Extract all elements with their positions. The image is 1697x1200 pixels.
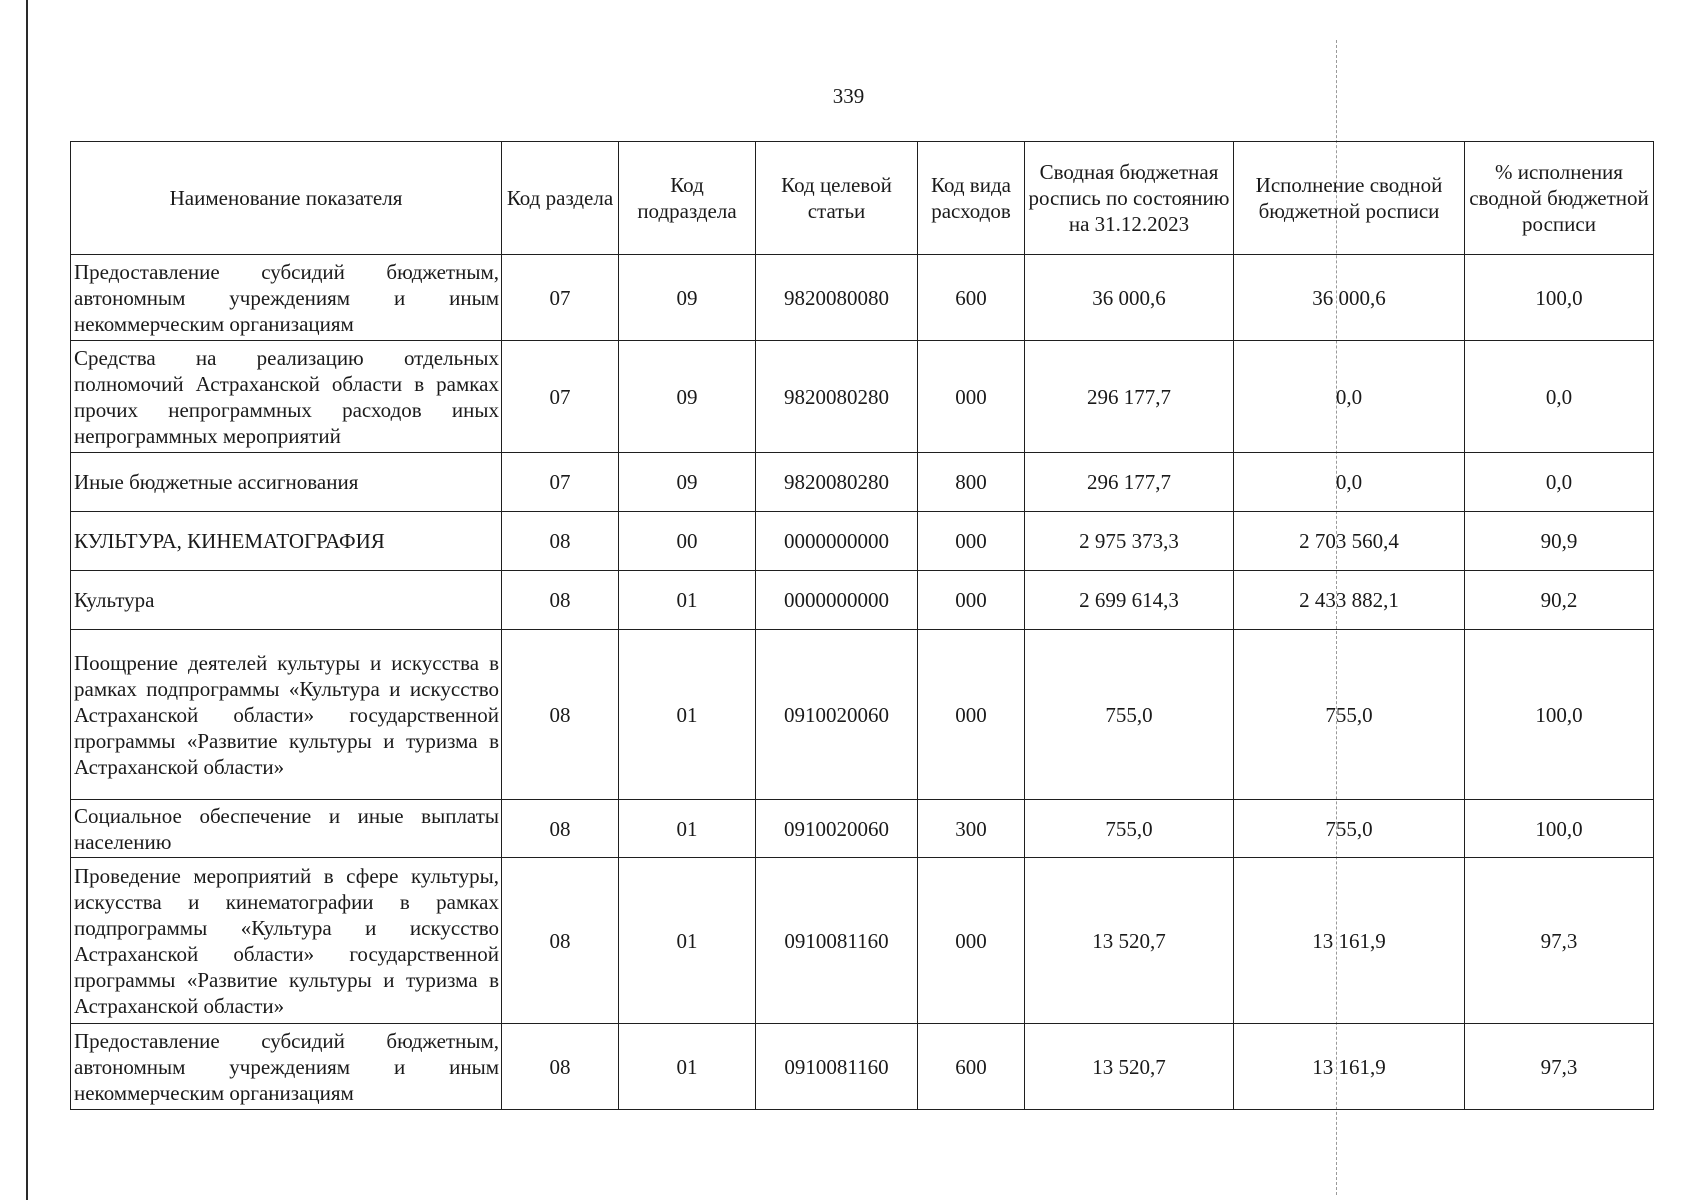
row-name: Иные бюджетные ассигнования [71,453,502,512]
row-section: 08 [502,858,619,1024]
row-kind: 000 [918,571,1025,630]
header-execution-percent: % исполнения сводной бюджетной росписи [1465,142,1654,255]
row-target: 9820080280 [756,453,918,512]
row-kind: 600 [918,255,1025,341]
row-target: 0000000000 [756,571,918,630]
row-target: 0000000000 [756,512,918,571]
row-target: 9820080080 [756,255,918,341]
row-percent: 100,0 [1465,800,1654,858]
row-name: Проведение мероприятий в сфере культуры, искусства и кинематографии в рамках подпрограммы «Культура и искусство Астраханской области» государственной программы «Развитие культуры и туризма в Астраханской области» [71,858,502,1024]
table-row [71,630,1654,800]
row-exec: 755,0 [1234,630,1465,800]
row-plan: 2 975 373,3 [1025,512,1234,571]
header-budget-execution: Исполнение сводной бюджетной росписи [1234,142,1465,255]
row-section: 07 [502,255,619,341]
row-target: 0910081160 [756,858,918,1024]
row-section: 08 [502,571,619,630]
row-exec: 755,0 [1234,800,1465,858]
row-subsection: 01 [619,1024,756,1110]
row-percent: 0,0 [1465,453,1654,512]
row-plan: 2 699 614,3 [1025,571,1234,630]
header-budget-plan: Сводная бюджетная роспись по состоянию на 31.12.2023 [1025,142,1234,255]
row-percent: 100,0 [1465,255,1654,341]
row-subsection: 00 [619,512,756,571]
row-plan: 755,0 [1025,630,1234,800]
row-percent: 97,3 [1465,1024,1654,1110]
row-exec: 13 161,9 [1234,858,1465,1024]
row-kind: 000 [918,858,1025,1024]
row-name: Средства на реализацию отдельных полномочий Астраханской области в рамках прочих непрограммных расходов иных непрограммных мероприятий [71,341,502,453]
row-percent: 97,3 [1465,858,1654,1024]
row-name: КУЛЬТУРА, КИНЕМАТОГРАФИЯ [71,512,502,571]
row-section: 08 [502,512,619,571]
table-row [71,858,1654,1024]
row-section: 08 [502,800,619,858]
row-subsection: 01 [619,571,756,630]
row-percent: 0,0 [1465,341,1654,453]
header-section-code: Код раздела [502,142,619,255]
margin-rule [26,0,28,1200]
header-expense-kind-code: Код вида расходов [918,142,1025,255]
row-subsection: 01 [619,858,756,1024]
row-plan: 36 000,6 [1025,255,1234,341]
page-number: 339 [832,84,865,108]
row-section: 07 [502,453,619,512]
row-kind: 800 [918,453,1025,512]
row-exec: 2 433 882,1 [1234,571,1465,630]
row-subsection: 01 [619,630,756,800]
row-target: 0910081160 [756,1024,918,1110]
row-kind: 300 [918,800,1025,858]
row-plan: 13 520,7 [1025,858,1234,1024]
row-name: Социальное обеспечение и иные выплаты населению [71,800,502,858]
row-plan: 296 177,7 [1025,453,1234,512]
table-row [71,1024,1654,1110]
row-target: 9820080280 [756,341,918,453]
row-exec: 13 161,9 [1234,1024,1465,1110]
row-subsection: 09 [619,255,756,341]
row-target: 0910020060 [756,800,918,858]
row-name: Предоставление субсидий бюджетным, автономным учреждениям и иным некоммерческим организациям [71,1024,502,1110]
table-row [71,453,1654,512]
row-name: Культура [71,571,502,630]
header-indicator-name: Наименование показателя [71,142,502,255]
row-exec: 36 000,6 [1234,255,1465,341]
table-row [71,512,1654,571]
budget-execution-table [70,141,1654,1110]
row-plan: 755,0 [1025,800,1234,858]
table-row [71,255,1654,341]
row-kind: 000 [918,512,1025,571]
row-kind: 000 [918,341,1025,453]
row-percent: 90,2 [1465,571,1654,630]
table-row [71,571,1654,630]
row-section: 08 [502,630,619,800]
row-name: Предоставление субсидий бюджетным, автономным учреждениям и иным некоммерческим организациям [71,255,502,341]
row-kind: 000 [918,630,1025,800]
row-percent: 90,9 [1465,512,1654,571]
row-name: Поощрение деятелей культуры и искусства в рамках подпрограммы «Культура и искусство Астраханской области» государственной программы «Развитие культуры и туризма в Астраханской области» [71,630,502,800]
row-exec: 2 703 560,4 [1234,512,1465,571]
header-subsection-code: Код подраздела [619,142,756,255]
table-row [71,800,1654,858]
row-subsection: 09 [619,341,756,453]
row-plan: 296 177,7 [1025,341,1234,453]
row-subsection: 09 [619,453,756,512]
row-percent: 100,0 [1465,630,1654,800]
header-target-code: Код целевой статьи [756,142,918,255]
row-kind: 600 [918,1024,1025,1110]
row-exec: 0,0 [1234,341,1465,453]
row-section: 07 [502,341,619,453]
row-subsection: 01 [619,800,756,858]
row-target: 0910020060 [756,630,918,800]
table-row [71,341,1654,453]
table-header-row [71,142,1654,255]
row-exec: 0,0 [1234,453,1465,512]
row-plan: 13 520,7 [1025,1024,1234,1110]
row-section: 08 [502,1024,619,1110]
